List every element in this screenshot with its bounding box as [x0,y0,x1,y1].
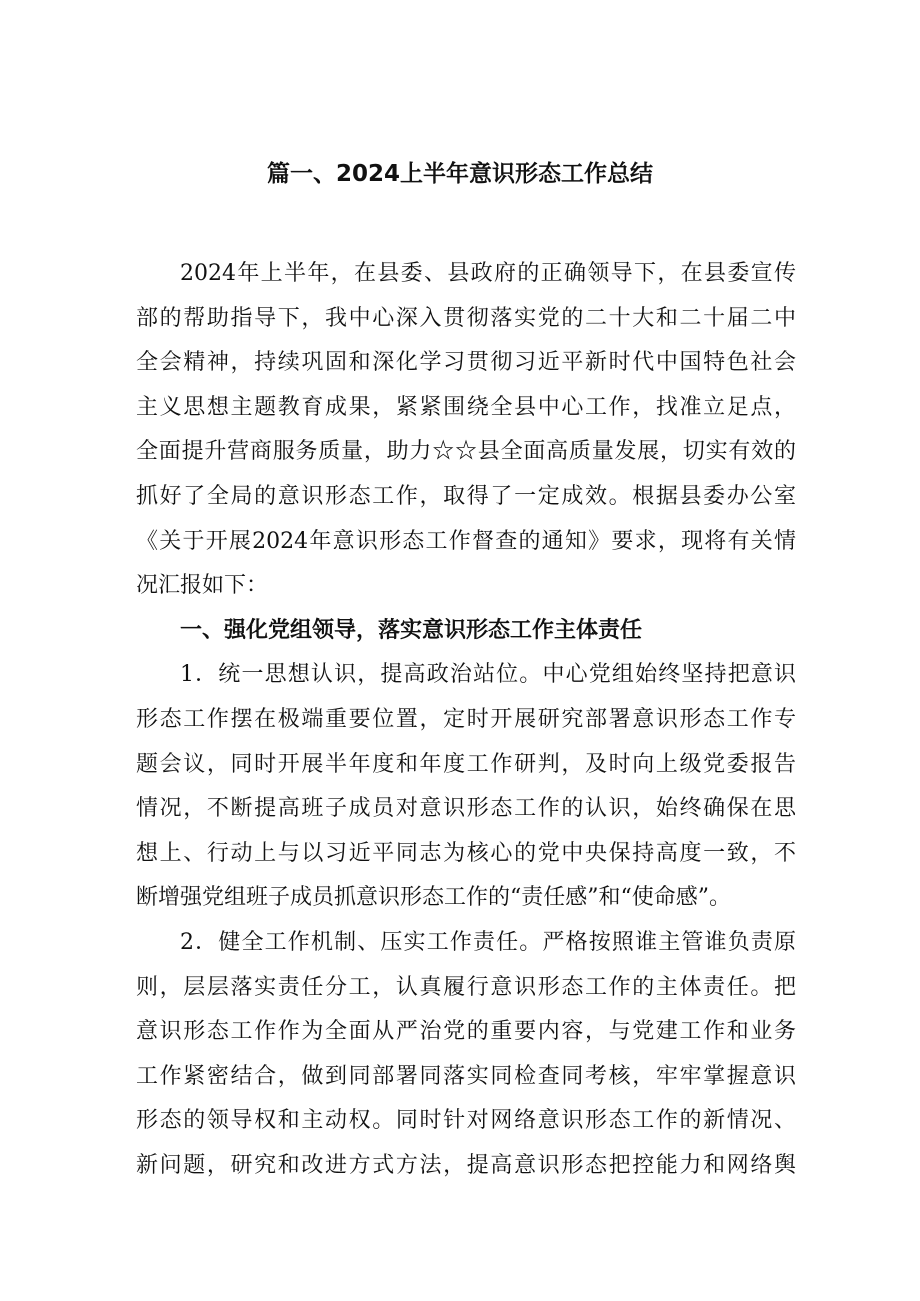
paragraph-line: 主义思想主题教育成果，紧紧围绕全县中心工作，找准立足点， [136,394,796,420]
document-body [136,252,796,1188]
paragraph-line: 部的帮助指导下，我中心深入贯彻落实党的二十大和二十届二中 [136,305,796,331]
paragraph-line: 2．健全工作机制、压实工作责任。严格按照谁主管谁负责原 [180,929,796,955]
paragraph-line: 工作紧密结合，做到同部署同落实同检查同考核，牢牢掌握意识 [136,1063,796,1089]
paragraph-line: 抓好了全局的意识形态工作，取得了一定成效。根据县委办公室 [136,483,796,509]
section-heading: 一、强化党组领导，落实意识形态工作主体责任 [180,617,643,643]
paragraph-line: 题会议，同时开展半年度和年度工作研判，及时向上级党委报告 [136,751,796,777]
paragraph-line: 则，层层落实责任分工，认真履行意识形态工作的主体责任。把 [136,974,796,1000]
paragraph-line: 意识形态工作作为全面从严治党的重要内容，与党建工作和业务 [136,1019,796,1045]
paragraph-line: 2024年上半年，在县委、县政府的正确领导下，在县委宣传 [180,261,796,286]
paragraph-line: 形态工作摆在极端重要位置，定时开展研究部署意识形态工作专 [136,706,796,732]
paragraph-line: 情况，不断提高班子成员对意识形态工作的认识，始终确保在思 [136,796,796,822]
paragraph-line: 形态的领导权和主动权。同时针对网络意识形态工作的新情况、 [136,1108,796,1134]
paragraph-line: 《关于开展2024年意识形态工作督查的通知》要求，现将有关情 [136,528,796,554]
paragraph-line: 断增强党组班子成员抓意识形态工作的“责任感”和“使命感”。 [136,885,731,911]
paragraph-line: 全会精神，持续巩固和深化学习贯彻习近平新时代中国特色社会 [136,350,796,376]
document-title: 篇一、2024上半年意识形态工作总结 [266,161,653,187]
paragraph-line: 新问题，研究和改进方式方法，提高意识形态把控能力和网络舆 [136,1152,796,1178]
paragraph-line: 况汇报如下： [136,573,269,599]
paragraph-line: 想上、行动上与以习近平同志为核心的党中央保持高度一致，不 [136,840,796,866]
paragraph-line: 1．统一思想认识，提高政治站位。中心党组始终坚持把意识 [180,662,796,688]
paragraph-line: 全面提升营商服务质量，助力☆☆县全面高质量发展，切实有效的 [136,439,796,465]
